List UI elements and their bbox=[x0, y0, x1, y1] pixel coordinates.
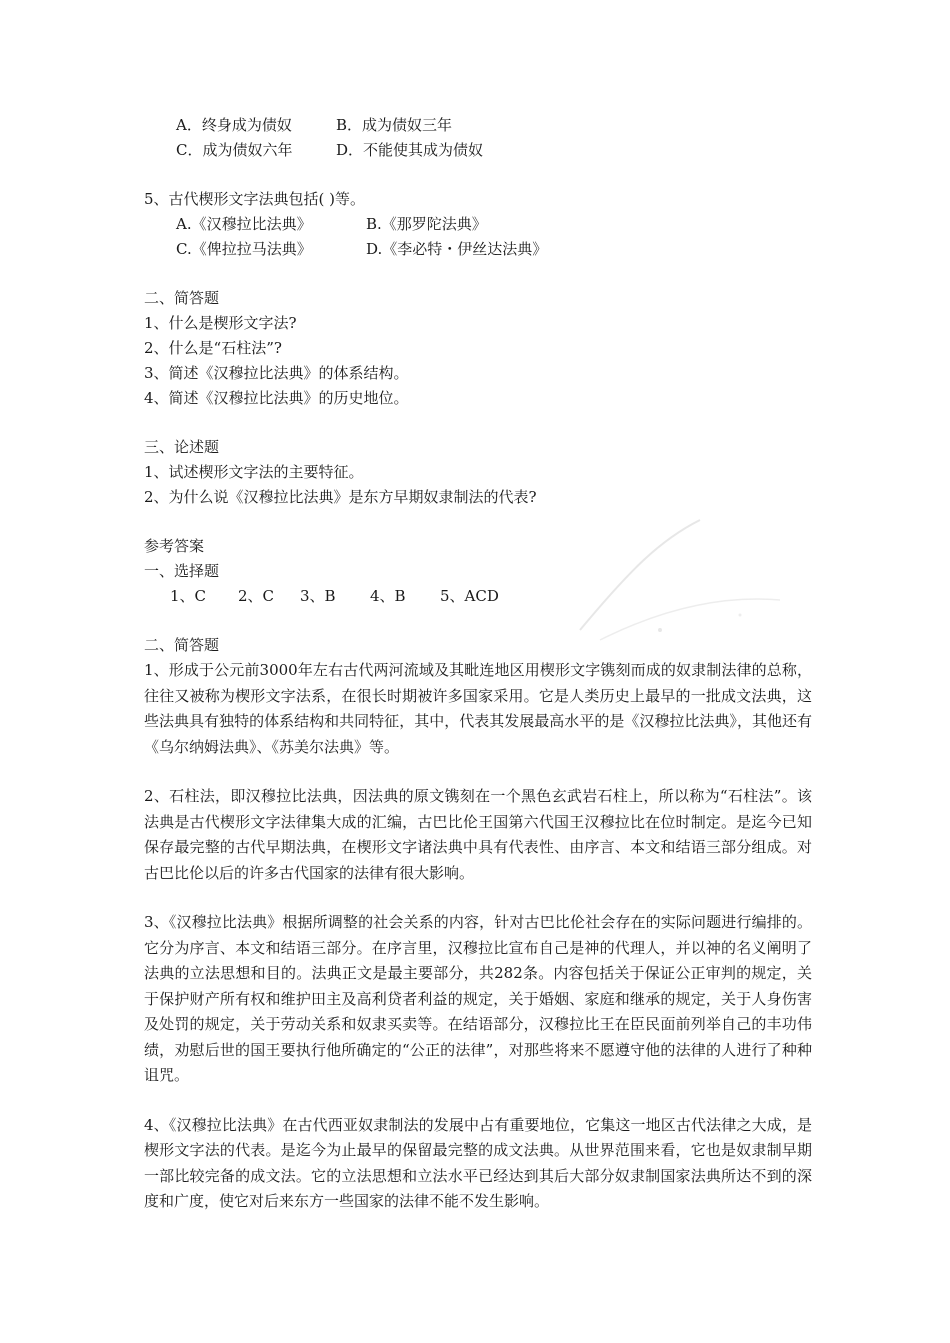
q5-option-c: C.《俾拉拉马法典》 bbox=[176, 240, 312, 258]
answer-paragraph-3: 3、《汉穆拉比法典》根据所调整的社会关系的内容，针对古巴比伦社会存在的实际问题进行编排的。它分为序言、本文和结语三部分。在序言里，汉穆拉比宣布自己是神的代理人，并以神的名义阐明了法典的立法思想和目的。法典正文是最主要部分，共282条。内容包括关于保证公正审判的规定，关于保护财产所有权和维护田主及高利贷者利益的规定，关于婚姻、家庭和继承的规定，关于人身伤害及处罚的规定，关于劳动关系和奴隶买卖等。在结语部分，汉穆拉比王在臣民面前列举自己的丰功伟绩，劝慰后世的国王要执行他所确定的“公正的法律”，对那些将来不愿遵守他的法律的人进行了种种诅咒。 bbox=[144, 913, 812, 1084]
document-page bbox=[144, 113, 812, 1215]
section2-item-4: 4、简述《汉穆拉比法典》的历史地位。 bbox=[144, 389, 409, 407]
answer-paragraph-2: 2、石柱法，即汉穆拉比法典，因法典的原文镌刻在一个黑色玄武岩石柱上，所以称为“石柱法”。该法典是古代楔形文字法律集大成的汇编，古巴比伦王国第六代国王汉穆拉比在位时制定。是迄今已知保存最完整的古代早期法典，在楔形文字诸法典中具有代表性、由序言、本文和结语三部分组成。对古巴比伦以后的许多古代国家的法律有很大影响。 bbox=[144, 787, 812, 882]
q5-option-b: B.《那罗陀法典》 bbox=[366, 215, 487, 233]
answers-choice-list bbox=[144, 584, 812, 609]
section2-item-2: 2、什么是“石柱法”? bbox=[144, 339, 282, 357]
choice-answer-5: 5、ACD bbox=[440, 587, 499, 605]
answers-title: 参考答案 bbox=[144, 537, 205, 555]
q5-stem: 5、古代楔形文字法典包括( )等。 bbox=[144, 190, 366, 208]
answer-paragraph-4: 4、《汉穆拉比法典》在古代西亚奴隶制法的发展中占有重要地位，它集这一地区古代法律之大成，是楔形文字法的代表。是迄今为止最早的保留最完整的成文法典。从世界范围来看，它也是奴隶制早期一部比较完备的成文法。它的立法思想和立法水平已经达到其后大部分奴隶制国家法典所达不到的深度和广度，使它对后来东方一些国家的法律不能不发生影响。 bbox=[144, 1115, 812, 1210]
choice-answer-4: 4、B bbox=[370, 587, 406, 605]
section2-item-1: 1、什么是楔形文字法? bbox=[144, 314, 297, 332]
choice-answer-2: 2、C bbox=[238, 587, 275, 605]
choice-answer-1: 1、C bbox=[170, 587, 207, 605]
choice-answer-3: 3、B bbox=[300, 587, 336, 605]
q4-options-row-1 bbox=[144, 113, 812, 138]
q5-options-row-1 bbox=[144, 212, 812, 237]
answer-paragraph-1: 1、形成于公元前3000年左右古代两河流域及其毗连地区用楔形文字镌刻而成的奴隶制法律的总称，往往又被称为楔形文字法系，在很长时期被许多国家采用。它是人类历史上最早的一批成文法典，这些法典具有独特的体系结构和共同特征，其中，代表其发展最高水平的是《汉穆拉比法典》，其他还有《乌尔纳姆法典》、《苏美尔法典》等。 bbox=[144, 661, 812, 756]
q4-option-b: B．成为债奴三年 bbox=[336, 116, 453, 134]
answers-short-heading: 二、简答题 bbox=[144, 636, 220, 654]
section2-item-3: 3、简述《汉穆拉比法典》的体系结构。 bbox=[144, 364, 409, 382]
q5-option-d: D.《李必特・伊丝达法典》 bbox=[366, 240, 548, 258]
q4-option-a: A．终身成为债奴 bbox=[176, 116, 292, 134]
q5-option-a: A.《汉穆拉比法典》 bbox=[176, 215, 312, 233]
q4-option-d: D．不能使其成为债奴 bbox=[336, 141, 484, 159]
q4-option-c: C．成为债奴六年 bbox=[176, 141, 293, 159]
q4-options-row-2 bbox=[144, 138, 812, 163]
section2-heading: 二、简答题 bbox=[144, 289, 220, 307]
q5-options-row-2 bbox=[144, 237, 812, 262]
answers-choice-heading: 一、选择题 bbox=[144, 562, 220, 580]
section3-item-2: 2、为什么说《汉穆拉比法典》是东方早期奴隶制法的代表? bbox=[144, 488, 537, 506]
section3-heading: 三、论述题 bbox=[144, 438, 220, 456]
section3-item-1: 1、试述楔形文字法的主要特征。 bbox=[144, 463, 364, 481]
